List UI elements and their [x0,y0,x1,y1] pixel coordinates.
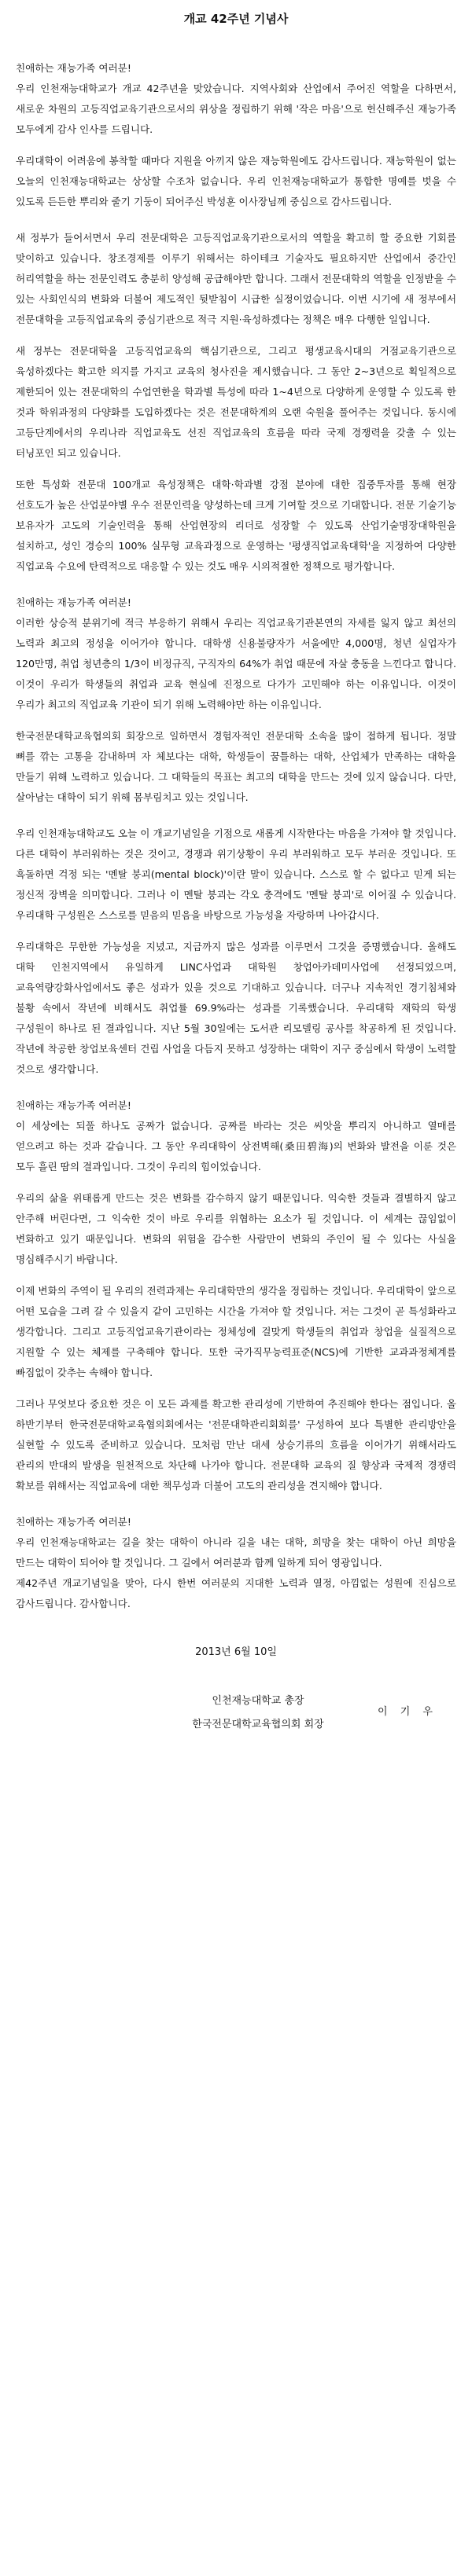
paragraph: 이러한 상승적 분위기에 적극 부응하기 위해서 우리는 직업교육기관본연의 자세를 잃지 않고 최선의 노력과 최고의 정성을 이어가야 합니다. 대학생 신용불량자가 서울에만 4,000명, 청년 실업자가 120만명, 취업 청년층의 1/3이 비정규직, 구직자의 64%가 취업 때문에 자살 충동을 느낀다고 합니다. 이것이 우리가 학생들의 취업과 교육 현실에 진정으로 다가가 고민해야 하는 이유입니다. 이것이 우리가 최고의 직업교육 기관이 되기 위해 노력해야만 하는 이유입니다. [16,617,456,710]
paragraph: 우리대학이 어려움에 봉착할 때마다 지원을 아끼지 않은 재능학원에도 감사드립니다. 재능학원이 없는 오늘의 인천재능대학교는 상상할 수조차 없습니다. 우리 인천재능대학교가 통합한 명예를 벗을 수 있도록 든든한 뿌리와 줄기 기둥이 되어주신 박성훈 이사장님께 중심으로 감사드립니다. [16,155,456,207]
section-greeting-3 [16,1095,456,1496]
paragraph: 우리 인천재능대학교도 오늘 이 개교기념일을 기점으로 새롭게 시작한다는 마음을 가져야 할 것입니다. 다른 대학이 부러워하는 것은 것이고, 경쟁과 위기상황이 우리 부러워하고 모두 부러운 것입니다. 또 흑돌하면 걱정 되는 '멘탈 붕괴(mental block)'이란 말이 있습니다. 스스로 할 수 없다고 믿게 되는 정신적 장벽을 의미합니다. 그러나 이 멘탈 붕괴는 각오 충격에도 '멘탈 붕괴'로 이어질 수 있습니다. 우리대학 구성원은 스스로를 믿음의 믿음을 바탕으로 가능성을 자랑하며 나아갑시다. [16,827,456,921]
signature-organization [156,1690,360,1737]
section-greeting-1 [16,58,456,212]
paragraph: 그러나 무엇보다 중요한 것은 이 모든 과제를 확고한 관리성에 기반하여 추진해야 한다는 점입니다. 올 하반기부터 한국전문대학교육협의회에서는 '전문대학관리회회를' 구성하여 보다 특별한 관리방안을 실현할 수 있도록 준비하고 있습니다. 모처럼 만난 대세 상승기류의 흐름을 이어가기 위해서라도 관리의 반대의 발생을 원천적으로 차단해 나가야 합니다. 전문대학 교육의 질 향상과 국제적 경쟁력 확보를 위해서는 직업교육에 대한 책무성과 더불어 고도의 관리성을 견지해야 합니다. [16,1398,456,1492]
paragraph: 제42주년 개교기념일을 맞아, 다시 한번 여러분의 지대한 노력과 열정, 아낌없는 성원에 진심으로 감사드립니다. 감사합니다. [16,1577,456,1609]
paragraph: 새 정부는 전문대학을 고등직업교육의 핵심기관으로, 그리고 평생교육시대의 거점교육기관으로 육성하겠다는 확고한 의지를 가지고 교육의 청사진을 제시했습니다. 그 동안 2~3년으로 획일적으로 제한되어 있는 전문대학의 수업연한을 학과별 특성에 따라 1~4년으로 다양하게 운영할 수 있도록 한 것과 학위과정의 다양화를 도입하겠다는 것은 전문대학계의 오랜 숙원을 풀어주는 것입니다. 동시에 고등단계에서의 우리나라 직업교육도 선진 직업교육의 흐름을 따라 국제 경쟁력을 갖출 수 있는 터닝포인 되고 있습니다. [16,345,456,459]
signature-name: 이 기 우 [378,1706,437,1718]
document-title: 개교 42주년 기념사 [183,12,289,26]
paragraph: 한국전문대학교육협의회 회장으로 일하면서 경험자적인 전문대학 소속을 많이 접하게 됩니다. 정말 뼈를 깎는 고통을 감내하며 자 체보다는 대학, 학생들이 꿈틀하는 대학, 산업체가 만족하는 대학을 만들기 위해 노력하고 있습니다. 그 대학들의 목표는 최고의 대학을 만드는 것에 있지 않습니다. 다만, 살아남는 대학이 되기 위해 몸부림치고 있는 것입니다. [16,730,456,803]
greeting: 친애하는 재능가족 여러분! [16,596,131,608]
document-date: 2013년 6월 10일 [195,1646,277,1658]
section-policy [16,228,456,577]
greeting: 친애하는 재능가족 여러분! [16,1516,131,1528]
paragraph: 새 정부가 들어서면서 우리 전문대학은 고등직업교육기관으로서의 역할을 확고히 할 중요한 기회를 맞이하고 있습니다. 창조경제를 이루기 위해서는 하이테크 기술자도 필요하지만 산업에서 중간인 허리역할을 하는 전문인력도 충분히 양성해 공급해야만 합니다. 그래서 전문대학의 역할을 인정받을 수 있는 사회인식의 변화와 더불어 제도적인 뒷받침이 시급한 실정이었습니다. 이번 시기에 새 정부에서 전문대학을 고등직업교육의 중심기관으로 적극 지원·육성하겠다는 정책은 매우 다행한 일입니다. [16,232,456,325]
signature-org-line-2: 한국전문대학교육협의회 회장 [192,1719,324,1730]
paragraph: 또한 특성화 전문대 100개교 육성정책은 대학·학과별 강점 분야에 대한 집중투자를 통해 현장 선호도가 높은 산업분야별 우수 전문인력을 양성하는데 크게 기여할 것으로 기대합니다. 전문 기술기능 보유자가 고도의 기술인력을 통해 산업현장의 리더로 성장할 수 있도록 산업기술명장대학원을 설치하고, 성인 경승의 100% 실무형 교육과정으로 운영하는 '평생직업교육대학'을 지정하여 다양한 직업교육 수요에 탄력적으로 대응할 수 있는 것도 매우 시의적절한 정책으로 평가합니다. [16,479,456,572]
paragraph: 이 세상에는 되풀 하나도 공짜가 없습니다. 공짜를 바라는 것은 씨앗을 뿌리지 아니하고 열매를 얻으려고 하는 것과 같습니다. 그 동안 우리대학이 상전벽해(桑田碧海)의 변화와 발전을 이룬 것은 모두 흘린 땀의 결과입니다. 그것이 우리의 힘이었습니다. [16,1120,456,1172]
paragraph: 우리의 삶을 위태롭게 만드는 것은 변화를 감수하지 않기 때문입니다. 익숙한 것들과 결별하지 않고 안주해 버린다면, 그 익숙한 것이 바로 우리를 위협하는 요소가 될 것입니다. 이 세계는 끊임없이 변화하고 있기 때문입니다. 변화의 위험을 감수한 사람만이 변화의 주인이 될 수 있다는 사실을 명심해주시기 바랍니다. [16,1192,456,1265]
greeting: 친애하는 재능가족 여러분! [16,1099,131,1111]
paragraph: 우리 인천재능대학교가 개교 42주년을 맞았습니다. 지역사회와 산업에서 주어진 역할을 다하면서, 새로운 차원의 고등직업교육기관으로서의 위상을 정립하기 위해 '작은 마음'으로 헌신해주신 재능가족 모두에게 감사 인사를 드립니다. [16,83,456,135]
section-greeting-2 [16,593,456,808]
signature-org-line-1: 인천재능대학교 총장 [212,1695,304,1707]
paragraph: 우리대학은 무한한 가능성을 지녔고, 지금까지 많은 성과를 이루면서 그것을 증명했습니다. 올해도 대학 인천지역에서 유일하게 LINC사업과 대학원 창업아카데미사업에 선정되었으며, 교육역량강화사업에서도 좋은 성과가 있을 것으로 기대하고 있습니다. 더구나 지속적인 경기침체와 불황 속에서 작년에 비해서도 취업률 69.9%라는 성과를 기록했습니다. 우리대학 재학의 학생 구성원이 하나로 된 결과입니다. 지난 5월 30일에는 도서관 리모델링 공사를 착공하게 된 것입니다. 작년에 착공한 창업보육센터 건립 사업을 다듬지 못하고 성장하는 대학이 지구 중심에서 학생이 노력할 것으로 생각합니다. [16,941,456,1075]
section-achievements [16,824,456,1080]
paragraph: 이제 변화의 주역이 될 우리의 전력과제는 우리대학만의 생각을 정립하는 것입니다. 우리대학이 앞으로 어떤 모습을 그려 갈 수 있을지 같이 고민하는 시간을 가져야 할 것입니다. 저는 그것이 곧 특성화라고 생각합니다. 그리고 고등직업교육기관이라는 정체성에 걸맞게 학생들의 취업과 창업을 실질적으로 지원할 수 있는 체제를 구축해야 합니다. 또한 국가직무능력표준(NCS)에 기반한 교과과정체계를 빠짐없이 갖추는 속해야 합니다. [16,1285,456,1378]
paragraph: 우리 인천재능대학교는 길을 찾는 대학이 아니라 길을 내는 대학, 희망을 찾는 대학이 아닌 희망을 만드는 대학이 되어야 할 것입니다. 그 길에서 여러분과 함께 일하게 되어 영광입니다. [16,1536,456,1569]
signature-block [16,1690,456,1745]
section-closing [16,1512,456,1614]
greeting: 친애하는 재능가족 여러분! [16,62,131,74]
